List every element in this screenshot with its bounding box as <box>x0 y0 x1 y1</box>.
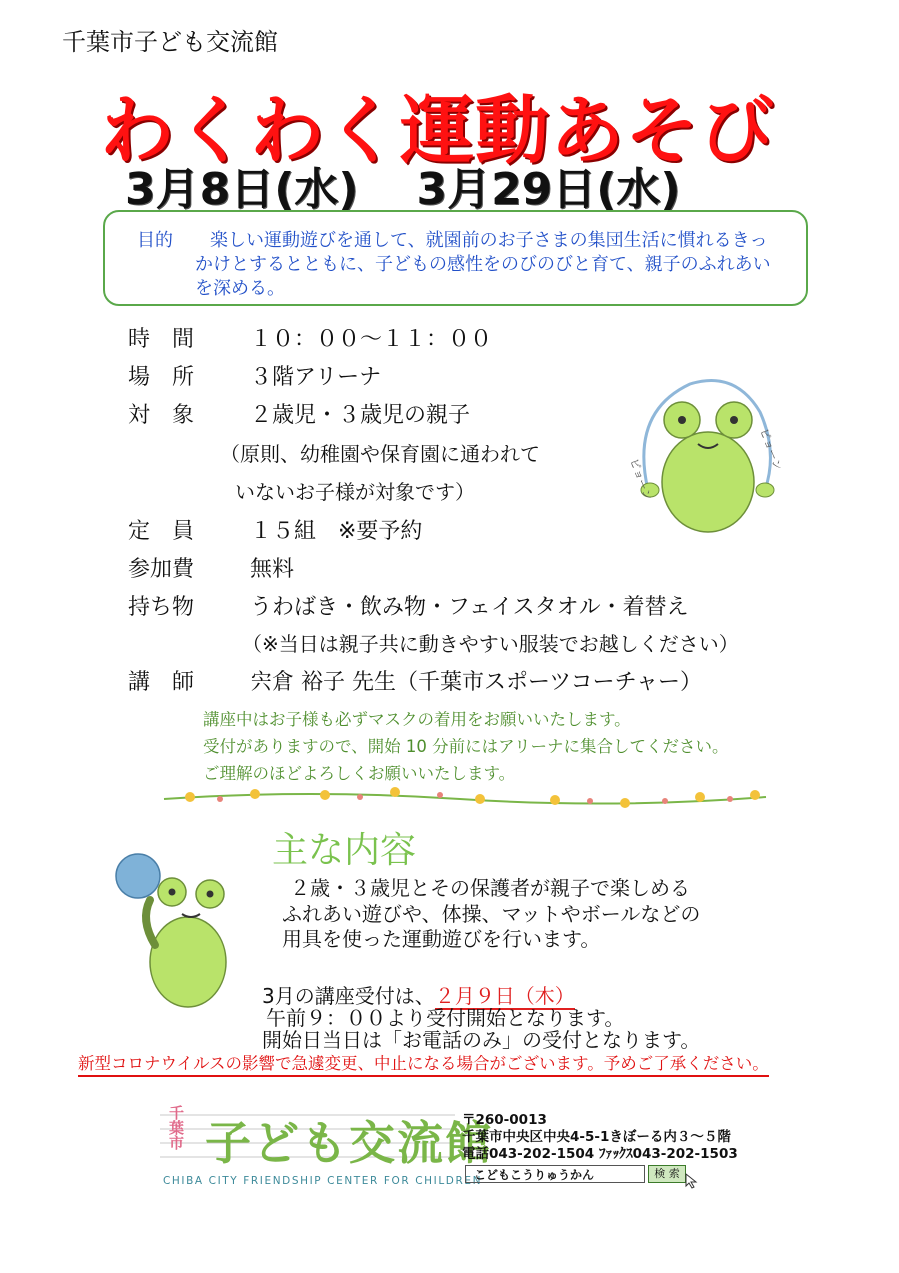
instructor-label: 講 師 <box>128 670 195 695</box>
content-line: ふれあい遊びや、体操、マットやボールなどの <box>282 902 701 926</box>
content-line: 用具を使った運動遊びを行います。 <box>282 927 601 951</box>
note-line: ご理解のほどよろしくお願いいたします。 <box>203 764 516 783</box>
postal-code: 〒260-0013 <box>462 1112 547 1128</box>
event-title: わくわく運動あそび <box>100 88 775 174</box>
purpose-line: かけとするとともに、子どもの感性をのびのびと育て、親子のふれあい <box>195 254 771 275</box>
address: 千葉市中央区中央4-5-1きぼーる内３～５階 <box>462 1129 731 1145</box>
purpose-line: を深める。 <box>195 278 285 299</box>
time-label: 時 間 <box>128 327 195 352</box>
reception-date: ２月９日（木） <box>434 984 575 1008</box>
content-title: 主な内容 <box>272 830 417 871</box>
purpose-line: 楽しい運動遊びを通して、就園前のお子さまの集団生活に慣れるきっ <box>210 230 768 251</box>
event-date-2: 3月29日(水) <box>416 164 681 215</box>
logo-english-text: CHIBA CITY FRIENDSHIP CENTER FOR CHILDREN <box>163 1175 483 1187</box>
jump-sound-text: ピョーン <box>627 456 655 503</box>
instructor-value: 宍倉 裕子 先生（千葉市スポーツコーチャー） <box>250 670 703 695</box>
capacity-value: １５組 ※要予約 <box>250 519 423 544</box>
reception-line: 開始日当日は「お電話のみ」の受付となります。 <box>262 1028 701 1052</box>
event-date-1: 3月8日(水) <box>125 164 359 215</box>
logo-small-text: 千葉市 <box>167 1105 185 1150</box>
flower-divider <box>160 785 770 811</box>
place-label: 場 所 <box>128 365 195 390</box>
purpose-label: 目的 <box>137 230 173 251</box>
capacity-label: 定 員 <box>128 519 195 544</box>
items-label: 持ち物 <box>128 595 195 620</box>
event-dates <box>125 153 739 217</box>
search-button: 検 索 <box>648 1165 686 1183</box>
reception-prefix: 3月の講座受付は、 <box>262 984 435 1008</box>
fee-value: 無料 <box>250 557 295 582</box>
logo <box>160 1095 493 1173</box>
covid-notice: 新型コロナウイルスの影響で急遽変更、中止になる場合がございます。予めご了承ください。 <box>78 1050 769 1077</box>
items-note: （※当日は親子共に動きやすい服装でお越しください） <box>242 632 739 656</box>
phone-fax: 電話043-202-1504 ﾌｧｯｸｽ043-202-1503 <box>462 1146 738 1162</box>
target-note: いないお子様が対象です） <box>235 480 475 504</box>
target-label: 対 象 <box>128 403 195 428</box>
reception-line: 午前９：００より受付開始となります。 <box>266 1006 625 1030</box>
fee-label: 参加費 <box>128 557 195 582</box>
items-value: うわばき・飲み物・フェイスタオル・着替え <box>250 595 689 620</box>
search-input: こどもこうりゅうかん <box>465 1165 645 1183</box>
organization-name: 千葉市子ども交流館 <box>62 28 278 56</box>
target-value: ２歳児・３歳児の親子 <box>250 403 471 428</box>
place-value: ３階アリーナ <box>250 365 382 390</box>
target-note: （原則、幼稚園や保育園に通われて <box>220 442 540 466</box>
cursor-icon <box>684 1172 702 1190</box>
jump-sound-text: ピョーン <box>757 426 785 473</box>
note-line: 受付がありますので、開始 10 分前にはアリーナに集合してください。 <box>203 737 729 756</box>
note-line: 講座中はお子様も必ずマスクの着用をお願いいたします。 <box>203 710 631 729</box>
jump-rope-frog-illustration <box>610 372 810 562</box>
content-line: ２歳・３歳児とその保護者が親子で楽しめる <box>290 876 690 900</box>
ball-frog-illustration <box>110 850 250 1015</box>
logo-main-text: 子ども交流館 <box>205 1116 493 1170</box>
time-value: １０：００～１１：００ <box>250 327 493 352</box>
